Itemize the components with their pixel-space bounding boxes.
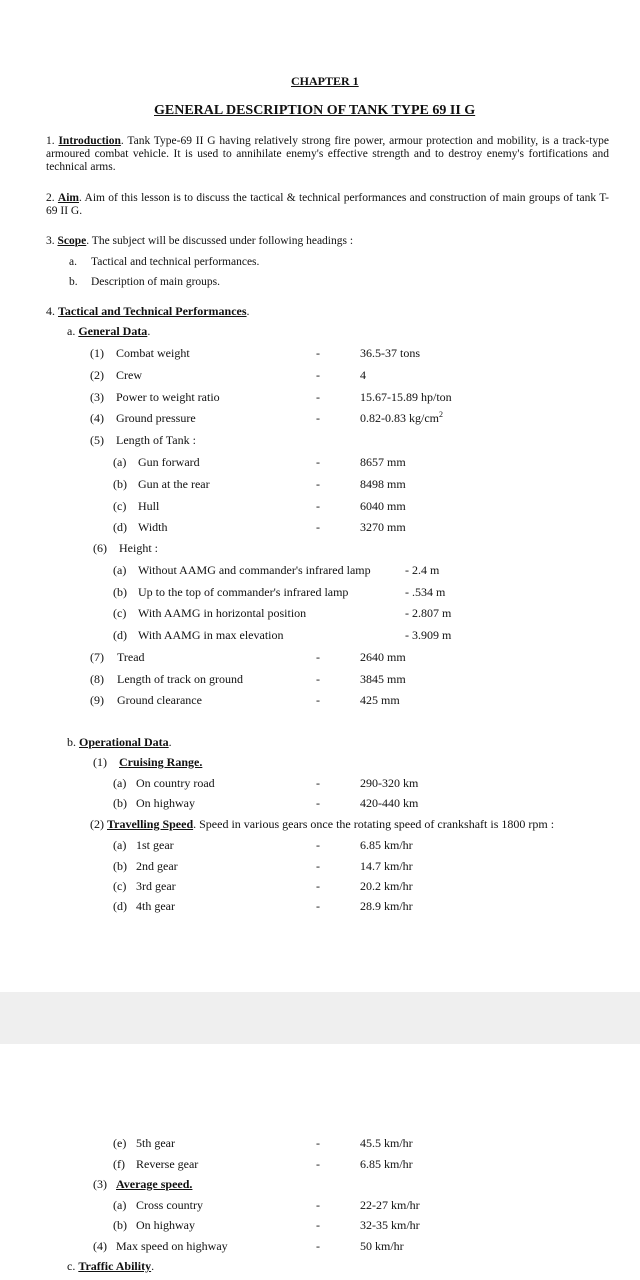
item-marker: (3) [90,390,104,404]
item-marker: (6) [93,541,107,555]
item-value: 0.82-0.83 $kg/cm^2$ [360,410,443,425]
item-value: 4 [360,368,366,382]
traffic-ability-heading: c. Traffic Ability. [67,1259,155,1273]
item-value: 28.9 km/hr [360,899,413,913]
subitem-marker: (c) [113,499,127,513]
dash: - [316,1157,320,1171]
item-marker: (3) [93,1177,107,1191]
item-value: 20.2 km/hr [360,879,413,893]
subitem-marker: (d) [113,899,127,913]
subitem-label: Up to the top of commander's infrared lamp [138,585,349,599]
dash: - [316,859,320,873]
item-marker: (9) [90,693,104,707]
item-value: 2640 mm [360,650,406,664]
subitem-label: Width [138,520,168,534]
item-value: 420-440 km [360,796,419,810]
scope-marker-b: b. [69,276,78,288]
item-value: 15.67-15.89 hp/ton [360,390,452,404]
item-label: Combat weight [116,346,190,360]
subitem-label: Without AAMG and commander's infrared lamp [138,563,371,577]
dash: - [316,838,320,852]
chapter-label: CHAPTER 1 [291,74,359,88]
item-label: Crew [116,368,142,382]
scope-item-b: Description of main groups. [91,276,221,288]
document-page-2 [0,1044,640,1280]
subitem-marker: (b) [113,796,127,810]
subitem-marker: (b) [113,1218,127,1232]
dash: - [316,899,320,913]
item-value: 45.5 km/hr [360,1136,413,1150]
item-value: - .534 m [405,585,446,599]
subitem-marker: (d) [113,628,127,642]
item-marker: (1) [90,346,104,360]
item-marker: (4) [90,411,104,425]
subitem-label: 2nd gear [136,859,178,873]
subitem-label: Reverse gear [136,1157,199,1171]
item-value: 36.5-37 tons [360,346,420,360]
scope-heading: Scope [57,235,87,247]
item-value: 32-35 km/hr [360,1218,420,1232]
item-value: 425 mm [360,693,400,707]
subitem-label: Hull [138,499,160,513]
subitem-label: On country road [136,776,215,790]
intro-heading: Introduction [58,135,121,147]
operational-data-heading: b. Operational Data. [67,735,172,749]
subitem-marker: (f) [113,1157,125,1171]
subitem-label: On highway [136,1218,195,1232]
dash: - [316,693,320,707]
travelling-speed-line: (2) Travelling Speed. Speed in various gears once the rotating speed of crankshaft is 1800 rpm : [90,817,555,831]
dash: - [316,1218,320,1232]
item-value: 8498 mm [360,477,406,491]
general-data-heading: a. General Data. [67,324,151,338]
item-value: 3845 mm [360,672,406,686]
item-label: Ground pressure [116,411,196,425]
scope-marker-a: a. [69,256,77,268]
subitem-marker: (a) [113,838,127,852]
item-value: - 2.807 m [405,606,452,620]
subitem-marker: (c) [113,879,127,893]
page-separator [0,992,640,1044]
subitem-label: With AAMG in horizontal position [138,606,307,620]
aim-paragraph: 2. Aim. Aim of this lesson is to discuss the tactical & technical performances and construction of main groups of tank T-69 II G. [46,192,609,217]
scope-paragraph: 3. Scope. The subject will be discussed under following headings : [46,235,354,247]
subitem-marker: (b) [113,585,127,599]
dash: - [316,390,320,404]
dash: - [316,1198,320,1212]
dash: - [316,1239,320,1253]
subitem-label: 4th gear [136,899,175,913]
subitem-marker: (e) [113,1136,127,1150]
dash: - [316,520,320,534]
dash: - [316,672,320,686]
subitem-marker: (a) [113,1198,127,1212]
subitem-marker: (a) [113,776,127,790]
subitem-marker: (c) [113,606,127,620]
item-marker: (1) [93,755,107,769]
item-value: - 2.4 m [405,563,440,577]
item-value: 14.7 km/hr [360,859,413,873]
subitem-label: 5th gear [136,1136,175,1150]
subitem-label: 1st gear [136,838,174,852]
dash: - [316,477,320,491]
item-label: Height : [119,541,158,555]
item-value: - 3.909 m [405,628,452,642]
item-marker: (5) [90,433,104,447]
cruising-range-heading: Cruising Range. [119,755,203,769]
item-value: 290-320 km [360,776,419,790]
item-label: Length of Tank : [116,433,196,447]
item-marker: (2) [90,368,104,382]
subitem-marker: (b) [113,859,127,873]
subitem-label: 3rd gear [136,879,176,893]
item-marker: (4) [93,1239,107,1253]
item-value: 8657 mm [360,455,406,469]
item-marker: (7) [90,650,104,664]
item-label: Tread [117,650,145,664]
item-value: 22-27 km/hr [360,1198,420,1212]
item-label: Max speed on highway [116,1239,228,1253]
subitem-label: With AAMG in max elevation [138,628,284,642]
dash: - [316,796,320,810]
dash: - [316,1136,320,1150]
dash: - [316,368,320,382]
subitem-label: On highway [136,796,195,810]
item-value: 6.85 km/hr [360,838,413,852]
scope-item-a: Tactical and technical performances. [91,256,260,268]
average-speed-heading: Average speed. [116,1177,193,1191]
item-label: Power to weight ratio [116,390,220,404]
aim-heading: Aim [57,192,80,204]
subitem-label: Gun forward [138,455,200,469]
page-title: GENERAL DESCRIPTION OF TANK TYPE 69 II G [154,103,476,118]
intro-paragraph: 1. Introduction. Tank Type-69 II G having relatively strong fire power, armour protection and mobility, is a track-type armoured combat vehicle. It is used to annihilate enemy's effective strength and to destroy enemy's fortifications and technical arms. [46,135,609,173]
dash: - [316,499,320,513]
item-label: Ground clearance [117,693,202,707]
subitem-label: Cross country [136,1198,203,1212]
subitem-marker: (b) [113,477,127,491]
item-label: Length of track on ground [117,672,243,686]
dash: - [316,650,320,664]
dash: - [316,776,320,790]
item-value: 50 km/hr [360,1239,404,1253]
subitem-marker: (a) [113,455,127,469]
subitem-marker: (a) [113,563,127,577]
section-4-heading: 4. Tactical and Technical Performances. [46,304,250,318]
item-value: 3270 mm [360,520,406,534]
item-marker: (8) [90,672,104,686]
item-value: 6.85 km/hr [360,1157,413,1171]
dash: - [316,411,320,425]
item-value: 6040 mm [360,499,406,513]
subitem-label: Gun at the rear [138,477,210,491]
dash: - [316,455,320,469]
subitem-marker: (d) [113,520,127,534]
dash: - [316,346,320,360]
dash: - [316,879,320,893]
